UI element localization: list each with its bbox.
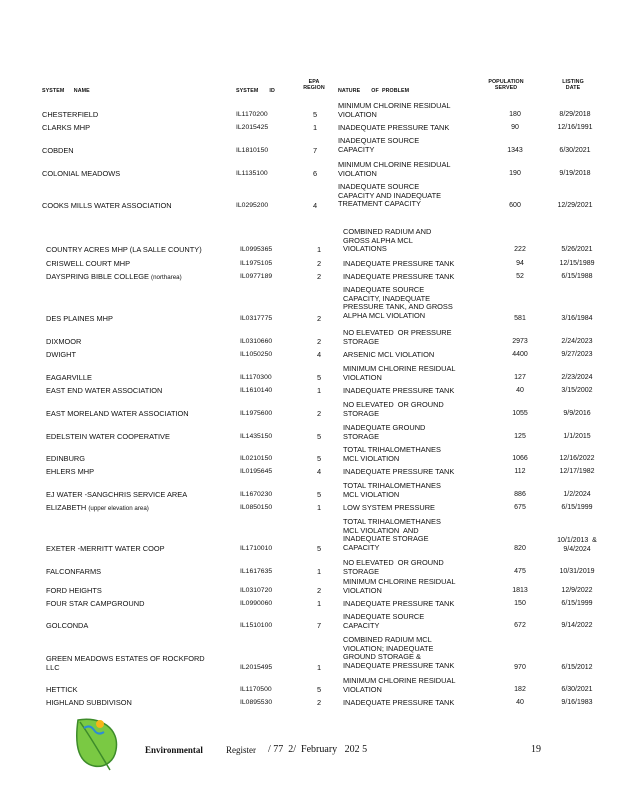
row-system-id: IL0195645 <box>240 468 273 475</box>
row-population: 4400 <box>512 351 528 358</box>
row-system-id: IL1170500 <box>240 686 272 693</box>
row-nature-of-problem: MINIMUM CHLORINE RESIDUAL VIOLATION <box>343 577 456 595</box>
row-epa-region: 2 <box>316 314 322 323</box>
row-nature-of-problem: MINIMUM CHLORINE RESIDUAL VIOLATION <box>338 160 451 178</box>
row-listing-date: 12/16/2022 <box>559 455 595 462</box>
row-listing-date: 6/15/1999 <box>561 600 593 607</box>
header-nature-of-problem: NATURE OF PROBLEM <box>338 88 410 94</box>
row-listing-date: 9/16/1983 <box>561 699 593 706</box>
row-listing-date: 12/15/1989 <box>559 260 595 267</box>
row-system-name: EAGARVILLE <box>46 373 92 382</box>
row-nature-of-problem: INADEQUATE PRESSURE TANK <box>343 386 455 395</box>
row-system-name: EDINBURG <box>46 454 86 463</box>
row-system-name: EHLERS MHP <box>46 467 95 476</box>
row-listing-date: 2/24/2023 <box>561 338 593 345</box>
row-population: 222 <box>514 246 526 253</box>
row-nature-of-problem: ARSENIC MCL VIOLATION <box>343 350 435 359</box>
row-nature-of-problem: COMBINED RADIUM AND GROSS ALPHA MCL VIOLATIONS <box>343 227 432 254</box>
row-nature-of-problem: TOTAL TRIHALOMETHANES MCL VIOLATION AND INADEQUATE STORAGE CAPACITY <box>343 517 441 552</box>
row-epa-region: 1 <box>316 599 322 608</box>
row-system-id: IL1975600 <box>240 410 273 417</box>
row-system-id: IL1435150 <box>240 433 273 440</box>
row-nature-of-problem: LOW SYSTEM PRESSURE <box>343 503 435 512</box>
row-listing-date: 1/2/2024 <box>563 491 591 498</box>
row-epa-region: 1 <box>316 663 322 672</box>
row-epa-region: 6 <box>312 169 318 178</box>
row-nature-of-problem: INADEQUATE PRESSURE TANK <box>343 698 455 707</box>
row-epa-region: 4 <box>312 201 318 210</box>
row-system-id: IL1170200 <box>236 111 268 118</box>
row-system-id: IL2015495 <box>240 664 273 671</box>
row-nature-of-problem: TOTAL TRIHALOMETHANES MCL VIOLATION <box>343 445 441 463</box>
row-listing-date: 5/26/2021 <box>561 246 593 253</box>
row-system-name: COLONIAL MEADOWS <box>42 169 121 178</box>
row-epa-region: 2 <box>316 698 322 707</box>
row-epa-region: 5 <box>316 373 322 382</box>
row-population: 675 <box>514 504 526 511</box>
row-epa-region: 5 <box>316 490 322 499</box>
row-system-name: EJ WATER -SANGCHRIS SERVICE AREA <box>46 490 188 499</box>
row-nature-of-problem: NO ELEVATED OR GROUND STORAGE <box>343 400 444 418</box>
row-nature-of-problem: INADEQUATE SOURCE CAPACITY, INADEQUATE PRESSURE TANK, AND GROSS ALPHA MCL VIOLATION <box>343 285 453 320</box>
row-listing-date: 6/15/1988 <box>561 273 593 280</box>
row-epa-region: 1 <box>316 386 322 395</box>
row-population: 2973 <box>512 338 528 345</box>
row-system-id: IL1135100 <box>236 170 268 177</box>
row-epa-region: 5 <box>316 454 322 463</box>
row-epa-region: 5 <box>316 544 322 553</box>
row-system-name: HIGHLAND SUBDIVISON <box>46 698 132 707</box>
row-system-id: IL0210150 <box>240 455 273 462</box>
row-population: 127 <box>514 374 526 381</box>
header-listing-date: LISTING DATE <box>562 79 584 92</box>
footer-issue: / 77 2/ February 202 5 <box>268 744 368 755</box>
row-system-id: IL1610140 <box>240 387 273 394</box>
footer-publication: Environmental <box>145 745 203 755</box>
row-system-id: IL1670230 <box>240 491 273 498</box>
row-population: 52 <box>516 273 524 280</box>
row-listing-date: 9/9/2016 <box>563 410 591 417</box>
row-epa-region: 5 <box>312 110 318 119</box>
row-population: 1066 <box>512 455 528 462</box>
row-population: 1343 <box>507 147 523 154</box>
row-nature-of-problem: INADEQUATE SOURCE CAPACITY AND INADEQUATE TREATMENT CAPACITY <box>338 182 442 209</box>
row-system-name: CLARKS MHP <box>42 123 91 132</box>
row-system-id: IL1710010 <box>240 545 273 552</box>
row-system-id: IL0895530 <box>240 699 273 706</box>
row-listing-date: 9/19/2018 <box>559 170 591 177</box>
row-system-name: HETTICK <box>46 685 78 694</box>
row-listing-date: 12/16/1991 <box>557 124 593 131</box>
row-system-id: IL1170300 <box>240 374 272 381</box>
row-population: 475 <box>514 568 526 575</box>
header-system-id: SYSTEM ID <box>236 88 275 94</box>
row-listing-date: 3/16/1984 <box>561 315 593 322</box>
row-nature-of-problem: MINIMUM CHLORINE RESIDUAL VIOLATION <box>338 101 451 119</box>
row-population: 180 <box>509 111 521 118</box>
row-epa-region: 2 <box>316 272 322 281</box>
row-nature-of-problem: INADEQUATE SOURCE CAPACITY <box>343 612 425 630</box>
row-population: 150 <box>514 600 526 607</box>
row-population: 1055 <box>512 410 528 417</box>
row-system-id: IL0995365 <box>240 246 273 253</box>
row-system-name <box>46 504 149 514</box>
row-listing-date: 2/23/2024 <box>561 374 593 381</box>
row-population: 90 <box>511 124 519 131</box>
row-system-id: IL0977189 <box>240 273 273 280</box>
row-epa-region: 7 <box>312 146 318 155</box>
row-nature-of-problem: INADEQUATE PRESSURE TANK <box>343 272 455 281</box>
row-epa-region: 1 <box>312 123 318 132</box>
row-listing-date: 12/17/1982 <box>559 468 595 475</box>
row-epa-region: 5 <box>316 432 322 441</box>
row-listing-date: 8/29/2018 <box>559 111 591 118</box>
row-system-name: EXETER -MERRITT WATER COOP <box>46 544 165 553</box>
row-listing-date: 9/27/2023 <box>561 351 593 358</box>
row-population: 672 <box>514 622 526 629</box>
row-system-id: IL0310720 <box>240 587 273 594</box>
row-epa-region: 1 <box>316 503 322 512</box>
row-nature-of-problem: INADEQUATE PRESSURE TANK <box>343 259 455 268</box>
row-system-name: COUNTRY ACRES MHP (LA SALLE COUNTY) <box>46 245 202 254</box>
row-population: 112 <box>514 468 526 475</box>
row-listing-date: 12/9/2022 <box>561 587 593 594</box>
row-listing-date: 6/30/2021 <box>559 147 591 154</box>
row-population: 190 <box>509 170 521 177</box>
row-area-note: (upper elevation area) <box>88 505 149 512</box>
row-listing-date: 12/29/2021 <box>557 202 593 209</box>
row-system-name: COOKS MILLS WATER ASSOCIATION <box>42 201 172 210</box>
row-system-name-text: DAYSPRING BIBLE COLLEGE <box>46 272 149 281</box>
footer-register: Register <box>226 745 256 755</box>
row-listing-date: 6/15/1999 <box>561 504 593 511</box>
row-epa-region: 4 <box>316 350 322 359</box>
row-nature-of-problem: NO ELEVATED OR PRESSURE STORAGE <box>343 328 452 346</box>
row-population: 581 <box>514 315 526 322</box>
row-listing-date: 6/30/2021 <box>561 686 593 693</box>
row-population: 600 <box>509 202 521 209</box>
row-epa-region: 5 <box>316 685 322 694</box>
row-system-name: GREEN MEADOWS ESTATES OF ROCKFORD LLC <box>46 654 205 672</box>
row-system-name: GOLCONDA <box>46 621 89 630</box>
header-population-served: POPULATION SERVED <box>488 79 524 92</box>
row-system-id: IL0990060 <box>240 600 273 607</box>
row-system-name: EAST MORELAND WATER ASSOCIATION <box>46 409 189 418</box>
row-system-id: IL2015425 <box>236 124 269 131</box>
row-system-name: DES PLAINES MHP <box>46 314 113 323</box>
row-population: 886 <box>514 491 526 498</box>
row-system-id: IL1617635 <box>240 568 273 575</box>
row-population: 40 <box>516 699 524 706</box>
row-population: 125 <box>514 433 526 440</box>
row-listing-date: 3/15/2002 <box>561 387 593 394</box>
row-system-id: IL0310660 <box>240 338 273 345</box>
row-population: 182 <box>514 686 526 693</box>
row-area-note: (northarea) <box>151 274 182 281</box>
row-epa-region: 2 <box>316 586 322 595</box>
row-epa-region: 4 <box>316 467 322 476</box>
header-epa-region: EPA REGION <box>303 79 325 92</box>
row-system-id: IL1975105 <box>240 260 273 267</box>
row-nature-of-problem: INADEQUATE PRESSURE TANK <box>338 123 450 132</box>
row-population: 1813 <box>512 587 528 594</box>
row-nature-of-problem: INADEQUATE PRESSURE TANK <box>343 599 455 608</box>
row-system-id: IL0317775 <box>240 315 273 322</box>
row-system-id: IL1510100 <box>240 622 273 629</box>
row-system-name: COBDEN <box>42 146 74 155</box>
row-epa-region: 1 <box>316 567 322 576</box>
row-listing-date: 6/15/2012 <box>561 664 593 671</box>
row-system-name: DWIGHT <box>46 350 76 359</box>
row-listing-date: 10/1/2013 & 9/4/2024 <box>557 537 597 553</box>
row-system-name: FALCONFARMS <box>46 567 102 576</box>
row-system-name: FORD HEIGHTS <box>46 586 102 595</box>
row-population: 40 <box>516 387 524 394</box>
row-nature-of-problem: COMBINED RADIUM MCL VIOLATION; INADEQUATE GROUND STORAGE & INADEQUATE PRESSURE TANK <box>343 635 455 670</box>
row-nature-of-problem: INADEQUATE SOURCE CAPACITY <box>338 136 420 154</box>
row-nature-of-problem: MINIMUM CHLORINE RESIDUAL VIOLATION <box>343 676 456 694</box>
row-system-name-text: ELIZABETH <box>46 503 87 512</box>
row-system-id: IL1810150 <box>236 147 269 154</box>
footer-page-number: 19 <box>531 744 541 755</box>
row-system-name: CHESTERFIELD <box>42 110 99 119</box>
row-system-id: IL1050250 <box>240 351 273 358</box>
row-nature-of-problem: INADEQUATE GROUND STORAGE <box>343 423 426 441</box>
row-system-name: FOUR STAR CAMPGROUND <box>46 599 145 608</box>
header-system-name: SYSTEM NAME <box>42 88 90 94</box>
row-nature-of-problem: MINIMUM CHLORINE RESIDUAL VIOLATION <box>343 364 456 382</box>
row-epa-region: 1 <box>316 245 322 254</box>
row-nature-of-problem: NO ELEVATED OR GROUND STORAGE <box>343 558 444 576</box>
row-system-name: DIXMOOR <box>46 337 82 346</box>
row-listing-date: 9/14/2022 <box>561 622 593 629</box>
environmental-register-leaf-logo <box>70 714 126 772</box>
row-nature-of-problem: TOTAL TRIHALOMETHANES MCL VIOLATION <box>343 481 441 499</box>
row-system-id: IL0295200 <box>236 202 269 209</box>
row-population: 94 <box>516 260 524 267</box>
row-epa-region: 7 <box>316 621 322 630</box>
row-epa-region: 2 <box>316 337 322 346</box>
row-system-name <box>46 273 182 283</box>
row-system-name: EDELSTEIN WATER COOPERATIVE <box>46 432 170 441</box>
row-population: 820 <box>514 545 526 552</box>
row-listing-date: 1/1/2015 <box>563 433 591 440</box>
row-listing-date: 10/31/2019 <box>559 568 595 575</box>
row-nature-of-problem: INADEQUATE PRESSURE TANK <box>343 467 455 476</box>
row-system-name: EAST END WATER ASSOCIATION <box>46 386 163 395</box>
row-population: 970 <box>514 664 526 671</box>
row-system-id: IL0850150 <box>240 504 273 511</box>
row-system-name: CRISWELL COURT MHP <box>46 259 131 268</box>
row-epa-region: 2 <box>316 259 322 268</box>
row-epa-region: 2 <box>316 409 322 418</box>
